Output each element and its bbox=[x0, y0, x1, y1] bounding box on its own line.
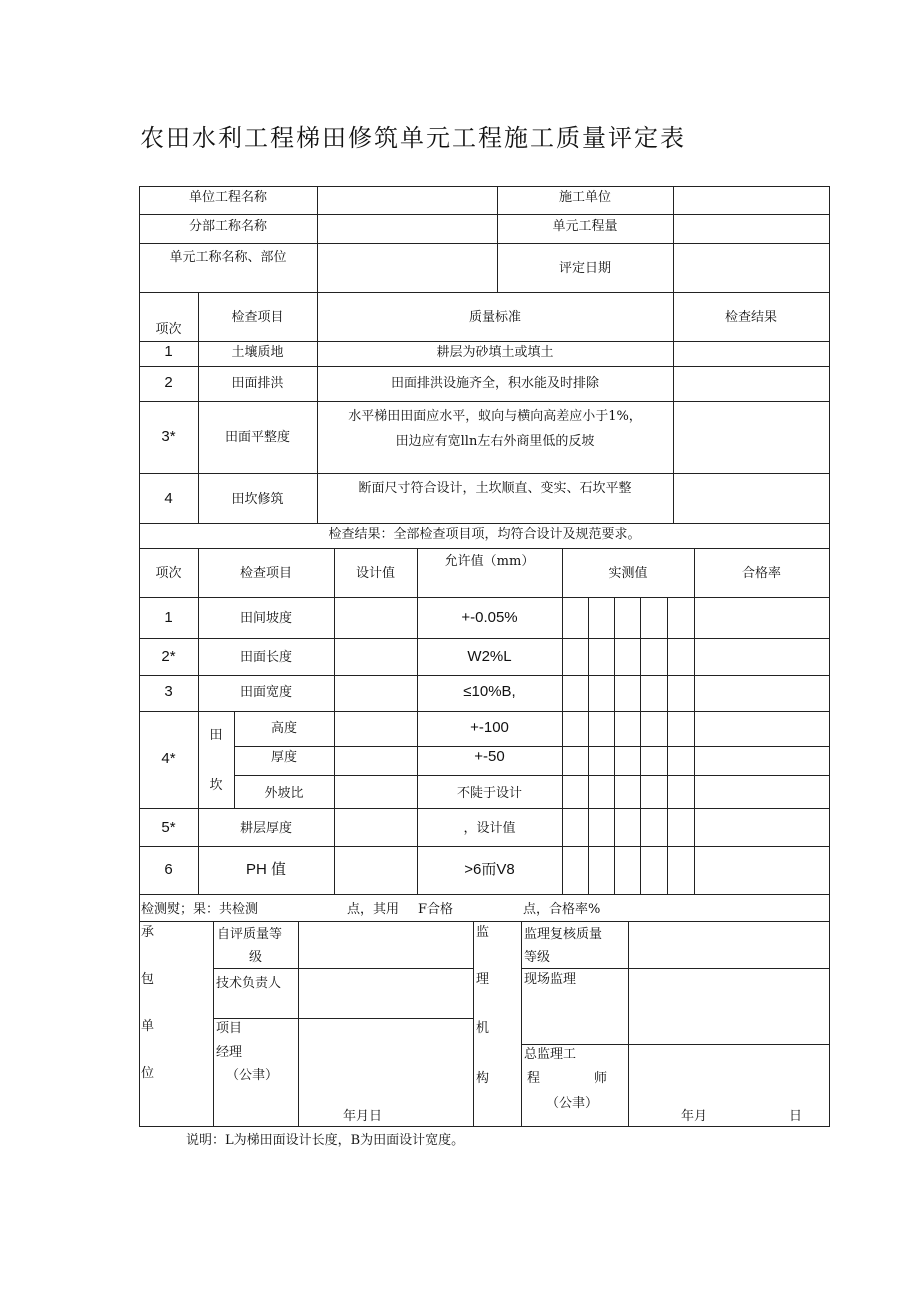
chief-line2a: 程 bbox=[527, 1071, 541, 1086]
r2-5-seq: 5* bbox=[161, 819, 176, 836]
label-element-name-position: 单元工称名称、部位 bbox=[169, 250, 287, 265]
r2-4-group-1: 田 bbox=[209, 728, 223, 743]
r2-4b-item: 厚度 bbox=[270, 750, 297, 765]
r2-1-allow: +-0.05% bbox=[461, 609, 518, 626]
col-standard: 质量标准 bbox=[468, 310, 521, 325]
summary2-d: 点，合格率% bbox=[523, 902, 601, 917]
row4-item: 田坎修筑 bbox=[231, 492, 284, 507]
r2-4-seq: 4* bbox=[161, 750, 176, 767]
r2-4a-allow: +-100 bbox=[470, 719, 509, 736]
tech-lead-label: 技术负责人 bbox=[216, 976, 282, 991]
r2-3-allow: ≤10%B, bbox=[463, 683, 516, 700]
r2-4c-allow: 不陡于设计 bbox=[456, 786, 522, 801]
row4-standard: 断面尺寸符合设计，土坎顺直、变实、石坎平整 bbox=[358, 481, 632, 496]
r2-2-seq: 2* bbox=[161, 648, 176, 665]
row2-seq: 2 bbox=[164, 374, 173, 391]
summary2-a: 检测熨；果：共检测 bbox=[141, 902, 259, 917]
footnote: 说明：L为梯田面设计长度，B为田面设计宽度。 bbox=[186, 1133, 465, 1148]
seal-right: （公聿） bbox=[546, 1096, 599, 1111]
row1-item: 土壤质地 bbox=[231, 345, 284, 360]
label-division-name: 分部工称名称 bbox=[188, 219, 267, 234]
r2-2-item: 田面长度 bbox=[239, 650, 292, 665]
row1-seq: 1 bbox=[164, 343, 173, 360]
r2-4-group-2: 坎 bbox=[209, 778, 223, 793]
site-supervisor-label: 现场监理 bbox=[524, 972, 577, 987]
row3-item: 田面平整度 bbox=[224, 430, 290, 445]
row1-standard: 耕层为砂填土或填土 bbox=[436, 345, 554, 360]
col2-rate: 合格率 bbox=[741, 566, 781, 581]
row2-standard: 田面排洪设施齐全，积水能及时排除 bbox=[390, 376, 599, 391]
pm-line2: 经理 bbox=[216, 1045, 243, 1060]
r2-3-item: 田面宽度 bbox=[239, 685, 292, 700]
r2-1-seq: 1 bbox=[164, 609, 173, 626]
col2-measured: 实测值 bbox=[608, 566, 648, 581]
supervisor-label-3: 机 bbox=[476, 1021, 490, 1036]
col-item: 检查项目 bbox=[231, 310, 284, 325]
chief-line1: 总监理工 bbox=[524, 1047, 577, 1062]
col2-seq: 项次 bbox=[155, 566, 182, 581]
date-right-a: 年月 bbox=[681, 1109, 708, 1124]
self-grade-line2: 级 bbox=[249, 950, 263, 965]
contractor-label-1: 承 bbox=[141, 925, 155, 940]
row4-seq: 4 bbox=[164, 490, 173, 507]
date-right-b: 日 bbox=[789, 1109, 803, 1124]
label-unit-project-name: 单位工程名称 bbox=[188, 190, 267, 205]
row2-item: 田面排洪 bbox=[231, 376, 284, 391]
r2-3-seq: 3 bbox=[164, 683, 173, 700]
col-result: 检查结果 bbox=[724, 310, 777, 325]
self-grade-line1: 自评质量等 bbox=[217, 927, 283, 942]
r2-6-allow: >6而V8 bbox=[464, 861, 515, 878]
col2-design: 设计值 bbox=[355, 566, 395, 581]
summary2-b: 点，其用 bbox=[347, 902, 400, 917]
label-eval-date: 评定日期 bbox=[558, 261, 611, 276]
r2-4c-item: 外坡比 bbox=[264, 786, 304, 801]
date-left: 年月日 bbox=[343, 1109, 383, 1124]
row3-standard: 水平梯田田面应水平，蚁向与横向高差应小于1%， bbox=[348, 409, 642, 424]
review-line2: 等级 bbox=[524, 950, 551, 965]
label-construction-unit: 施工单位 bbox=[558, 190, 611, 205]
contractor-label-2: 包 bbox=[141, 972, 155, 987]
r2-2-allow: W2%L bbox=[467, 648, 512, 665]
r2-5-allow: ，设计值 bbox=[463, 821, 516, 836]
summary2-c: F合格 bbox=[418, 902, 454, 917]
pm-line1: 项目 bbox=[216, 1021, 243, 1036]
row3-seq: 3* bbox=[161, 428, 176, 445]
supervisor-label-2: 理 bbox=[476, 972, 490, 987]
r2-4a-item: 高度 bbox=[270, 721, 297, 736]
review-line1: 监理复核质量 bbox=[524, 927, 603, 942]
seal-left: （公聿） bbox=[226, 1068, 279, 1083]
col-seq: 项次 bbox=[155, 322, 182, 337]
r2-6-seq: 6 bbox=[164, 861, 173, 878]
col2-item: 检查项目 bbox=[239, 566, 292, 581]
section1-summary: 检查结果：全部检查项目项，均符合设计及规范要求。 bbox=[328, 527, 641, 542]
chief-line2b: 师 bbox=[594, 1071, 608, 1086]
supervisor-label-1: 监 bbox=[476, 925, 490, 940]
contractor-label-3: 单 bbox=[141, 1019, 155, 1034]
row3-standard-line2: 田边应有宽lln左右外商里低的反坡 bbox=[395, 434, 595, 449]
r2-4b-allow: +-50 bbox=[474, 748, 505, 765]
contractor-label-4: 位 bbox=[141, 1066, 155, 1081]
r2-6-item: PH 值 bbox=[245, 861, 286, 878]
label-unit-quantity: 单元工程量 bbox=[552, 219, 618, 234]
supervisor-label-4: 构 bbox=[476, 1071, 490, 1086]
r2-5-item: 耕层厚度 bbox=[239, 821, 292, 836]
r2-1-item: 田间坡度 bbox=[239, 611, 292, 626]
page-title: 农田水利工程梯田修筑单元工程施工质量评定表 bbox=[140, 124, 686, 152]
col2-allow: 允许值（mm） bbox=[444, 554, 535, 569]
